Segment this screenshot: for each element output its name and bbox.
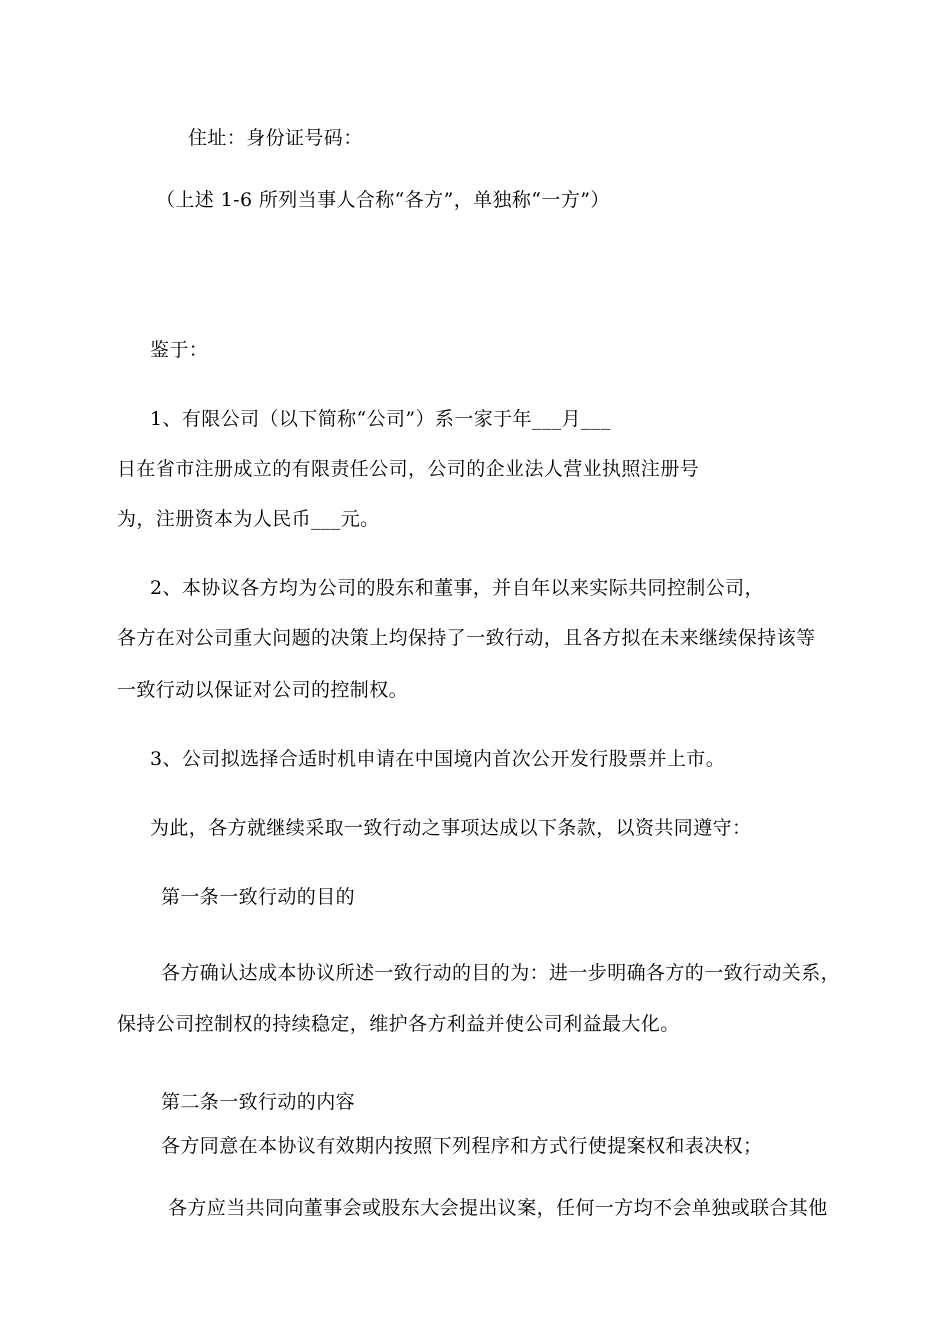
article-2-body-line-1: 各方同意在本协议有效期内按照下列程序和方式行使提案权和表决权；: [161, 1135, 763, 1157]
article-1-heading: 第一条一致行动的目的: [161, 886, 356, 908]
parties-note: （上述 1-6 所列当事人合称“各方”，单独称“一方”）: [156, 189, 610, 211]
article-1-body-line-2: 保持公司控制权的持续稳定，维护各方利益并使公司利益最大化。: [117, 1013, 680, 1035]
recital-1-line-3: 为，注册资本为人民币___元。: [117, 508, 380, 530]
recital-3: 3、公司拟选择合适时机申请在中国境内首次公开发行股票并上市。: [150, 748, 726, 770]
recital-2-line-2: 各方在对公司重大问题的决策上均保持了一致行动，且各方拟在未来继续保持该等: [117, 627, 816, 649]
article-2-body-line-2: 各方应当共同向董事会或股东大会提出议案，任何一方均不会单独或联合其他: [168, 1197, 828, 1219]
article-2-heading: 第二条一致行动的内容: [161, 1091, 356, 1113]
recital-1-line-2: 日在省市注册成立的有限责任公司，公司的企业法人营业执照注册号: [117, 458, 700, 480]
recital-1-line-1: 1、有限公司（以下简称“公司”）系一家于年___月___: [150, 408, 611, 430]
agreement-intro: 为此，各方就继续采取一致行动之事项达成以下条款，以资共同遵守：: [150, 817, 752, 839]
recital-2-line-1: 2、本协议各方均为公司的股东和董事，并自年以来实际共同控制公司，: [150, 577, 764, 599]
recital-2-line-3: 一致行动以保证对公司的控制权。: [117, 679, 409, 701]
whereas-heading: 鉴于：: [150, 339, 209, 361]
article-1-body-line-1: 各方确认达成本协议所述一致行动的目的为：进一步明确各方的一致行动关系，: [161, 962, 841, 984]
address-id-line: 住址：身份证号码：: [188, 127, 363, 149]
